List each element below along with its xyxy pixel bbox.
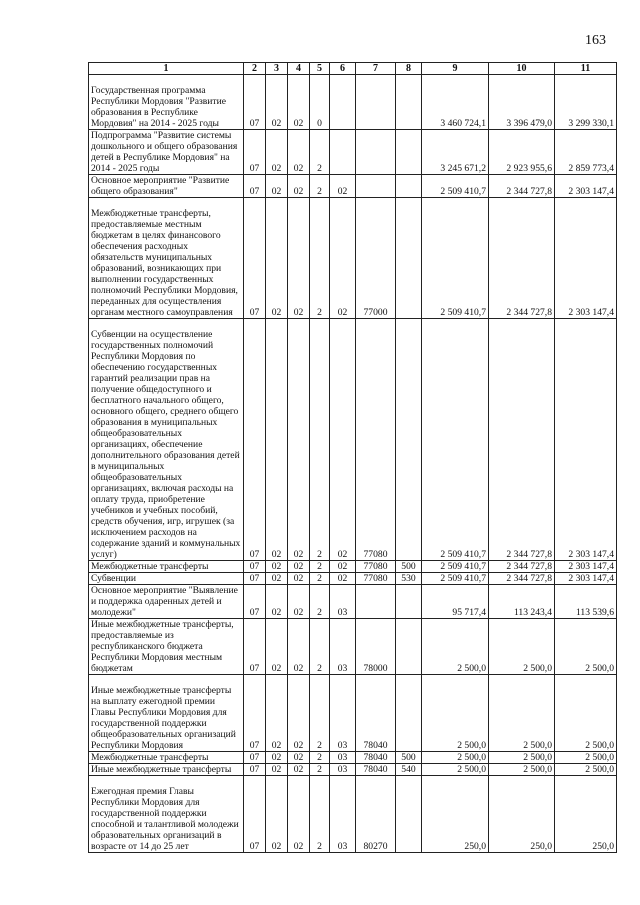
row-cell-col-2: 07 [244,175,266,198]
row-name: Государственная программа Республики Мордовия "Развитие образования в Республике Мордовия" на 2014 - 2025 годы [89,75,244,130]
row-cell-col-8: 530 [396,573,422,585]
row-cell-col-3: 02 [266,130,288,175]
row-cell-col-7: 78040 [356,752,396,764]
row-cell-col-10: 2 923 955,6 [489,130,555,175]
row-name: Иные межбюджетные трансферты [89,764,244,776]
row-cell-col-4: 02 [288,198,310,319]
row-cell-col-8 [396,675,422,752]
row-cell-col-5: 2 [310,175,330,198]
row-name: Межбюджетные трансферты [89,752,244,764]
row-cell-col-10: 2 500,0 [489,675,555,752]
row-cell-col-3: 02 [266,175,288,198]
row-cell-col-2: 07 [244,198,266,319]
row-cell-col-9: 2 500,0 [422,764,489,776]
row-cell-col-2: 07 [244,130,266,175]
row-cell-col-3: 02 [266,619,288,675]
row-cell-col-7 [356,585,396,619]
row-cell-col-3: 02 [266,776,288,853]
row-cell-col-2: 07 [244,75,266,130]
row-cell-col-11: 2 500,0 [555,675,617,752]
table-row [89,175,617,198]
row-cell-col-10: 113 243,4 [489,585,555,619]
row-cell-col-5: 2 [310,764,330,776]
table-row [89,198,617,319]
row-cell-col-2: 07 [244,675,266,752]
column-header-1: 1 [89,63,244,75]
row-cell-col-9: 2 509 410,7 [422,198,489,319]
row-name: Основное мероприятие "Выявление и поддержка одаренных детей и молодежи" [89,585,244,619]
row-cell-col-11: 3 299 330,1 [555,75,617,130]
row-cell-col-3: 02 [266,319,288,561]
row-name: Субвенции [89,573,244,585]
row-cell-col-4: 02 [288,752,310,764]
table-row [89,130,617,175]
row-cell-col-7: 77080 [356,573,396,585]
table-row [89,776,617,853]
row-cell-col-4: 02 [288,764,310,776]
row-cell-col-11: 250,0 [555,776,617,853]
row-cell-col-8: 500 [396,561,422,573]
column-header-7: 7 [356,63,396,75]
row-cell-col-2: 07 [244,319,266,561]
row-cell-col-8 [396,585,422,619]
row-cell-col-10: 2 344 727,8 [489,319,555,561]
row-cell-col-2: 07 [244,573,266,585]
budget-table [88,62,617,853]
row-cell-col-9: 2 509 410,7 [422,175,489,198]
row-cell-col-6: 03 [330,619,356,675]
table-row [89,764,617,776]
row-cell-col-11: 2 303 147,4 [555,573,617,585]
table-row [89,561,617,573]
row-cell-col-6: 02 [330,175,356,198]
row-cell-col-6 [330,75,356,130]
row-cell-col-11: 113 539,6 [555,585,617,619]
row-cell-col-6: 02 [330,573,356,585]
row-cell-col-7 [356,130,396,175]
table-row [89,619,617,675]
table-row [89,585,617,619]
row-cell-col-10: 2 344 727,8 [489,561,555,573]
row-cell-col-5: 2 [310,130,330,175]
row-cell-col-6: 03 [330,675,356,752]
row-name: Межбюджетные трансферты [89,561,244,573]
row-cell-col-4: 02 [288,175,310,198]
row-cell-col-11: 2 303 147,4 [555,319,617,561]
row-cell-col-6: 03 [330,764,356,776]
row-cell-col-3: 02 [266,675,288,752]
row-cell-col-7 [356,75,396,130]
row-cell-col-8 [396,175,422,198]
row-cell-col-6 [330,130,356,175]
row-cell-col-3: 02 [266,573,288,585]
row-cell-col-8 [396,619,422,675]
row-cell-col-6: 03 [330,752,356,764]
row-cell-col-4: 02 [288,561,310,573]
row-name: Межбюджетные трансферты, предоставляемые местным бюджетам в целях финансового обеспечения расходных обязательств муниципальных образований, возникающих при выполнении государственных полномочий Республики Мордовия, переданных для осуществления органам местного самоуправления [89,198,244,319]
row-cell-col-2: 07 [244,776,266,853]
column-header-11: 11 [555,63,617,75]
row-cell-col-9: 2 509 410,7 [422,561,489,573]
row-cell-col-10: 2 500,0 [489,764,555,776]
row-cell-col-7: 78040 [356,764,396,776]
header-row [89,63,617,75]
row-cell-col-4: 02 [288,585,310,619]
row-cell-col-11: 2 303 147,4 [555,175,617,198]
row-cell-col-9: 2 509 410,7 [422,573,489,585]
row-cell-col-5: 2 [310,573,330,585]
row-cell-col-3: 02 [266,75,288,130]
row-name: Основное мероприятие "Развитие общего образования" [89,175,244,198]
row-cell-col-8 [396,776,422,853]
column-header-4: 4 [288,63,310,75]
column-header-6: 6 [330,63,356,75]
row-cell-col-4: 02 [288,675,310,752]
row-cell-col-11: 2 859 773,4 [555,130,617,175]
column-header-8: 8 [396,63,422,75]
row-cell-col-9: 2 509 410,7 [422,319,489,561]
row-cell-col-9: 2 500,0 [422,752,489,764]
row-cell-col-3: 02 [266,585,288,619]
row-cell-col-10: 3 396 479,0 [489,75,555,130]
row-cell-col-11: 2 303 147,4 [555,561,617,573]
row-cell-col-5: 0 [310,75,330,130]
row-cell-col-3: 02 [266,752,288,764]
row-cell-col-7: 77080 [356,319,396,561]
row-name: Подпрограмма "Развитие системы дошкольного и общего образования детей в Республике Мордовия" на 2014 - 2025 годы [89,130,244,175]
row-cell-col-8 [396,130,422,175]
row-cell-col-5: 2 [310,561,330,573]
row-cell-col-4: 02 [288,130,310,175]
row-cell-col-10: 250,0 [489,776,555,853]
row-cell-col-3: 02 [266,198,288,319]
row-cell-col-8 [396,75,422,130]
column-header-2: 2 [244,63,266,75]
column-header-10: 10 [489,63,555,75]
table-row [89,319,617,561]
row-cell-col-8: 500 [396,752,422,764]
row-cell-col-7: 78040 [356,675,396,752]
row-cell-col-11: 2 500,0 [555,752,617,764]
row-cell-col-4: 02 [288,573,310,585]
column-header-5: 5 [310,63,330,75]
row-cell-col-7 [356,175,396,198]
row-cell-col-7: 77080 [356,561,396,573]
row-cell-col-5: 2 [310,776,330,853]
row-cell-col-4: 02 [288,75,310,130]
row-cell-col-6: 03 [330,585,356,619]
row-cell-col-9: 2 500,0 [422,675,489,752]
row-cell-col-8 [396,198,422,319]
row-cell-col-5: 2 [310,319,330,561]
row-cell-col-9: 3 460 724,1 [422,75,489,130]
row-cell-col-5: 2 [310,619,330,675]
row-cell-col-11: 2 500,0 [555,619,617,675]
row-cell-col-7: 78000 [356,619,396,675]
row-cell-col-8 [396,319,422,561]
row-cell-col-3: 02 [266,561,288,573]
row-cell-col-11: 2 303 147,4 [555,198,617,319]
row-cell-col-6: 02 [330,561,356,573]
row-cell-col-5: 2 [310,198,330,319]
table-row [89,675,617,752]
column-header-9: 9 [422,63,489,75]
row-cell-col-7: 77000 [356,198,396,319]
row-name: Ежегодная премия Главы Республики Мордовия для государственной поддержки способной и талантливой молодежи образовательных организаций в возрасте от 14 до 25 лет [89,776,244,853]
row-cell-col-6: 02 [330,319,356,561]
table-row [89,573,617,585]
row-cell-col-4: 02 [288,319,310,561]
row-cell-col-2: 07 [244,752,266,764]
row-cell-col-2: 07 [244,619,266,675]
row-cell-col-5: 2 [310,585,330,619]
row-cell-col-10: 2 500,0 [489,619,555,675]
row-cell-col-3: 02 [266,764,288,776]
row-cell-col-9: 250,0 [422,776,489,853]
page-number: 163 [585,33,606,48]
row-cell-col-4: 02 [288,619,310,675]
row-name: Иные межбюджетные трансферты на выплату ежегодной премии Главы Республики Мордовия для государственной поддержки общеобразовательных организаций Республики Мордовия [89,675,244,752]
row-cell-col-11: 2 500,0 [555,764,617,776]
row-cell-col-9: 2 500,0 [422,619,489,675]
row-cell-col-10: 2 500,0 [489,752,555,764]
row-cell-col-7: 80270 [356,776,396,853]
column-header-3: 3 [266,63,288,75]
table-row [89,752,617,764]
row-cell-col-5: 2 [310,675,330,752]
row-name: Иные межбюджетные трансферты, предоставляемые из республиканского бюджета Республики Мордовия местным бюджетам [89,619,244,675]
row-cell-col-5: 2 [310,752,330,764]
row-cell-col-9: 95 717,4 [422,585,489,619]
row-cell-col-10: 2 344 727,8 [489,175,555,198]
row-cell-col-4: 02 [288,776,310,853]
row-cell-col-10: 2 344 727,8 [489,198,555,319]
row-cell-col-2: 07 [244,764,266,776]
row-cell-col-10: 2 344 727,8 [489,573,555,585]
table-row [89,75,617,130]
row-cell-col-8: 540 [396,764,422,776]
row-cell-col-6: 02 [330,198,356,319]
row-cell-col-6: 03 [330,776,356,853]
row-name: Субвенции на осуществление государственных полномочий Республики Мордовия по обеспечению государственных гарантий реализации прав на получение общедоступного и бесплатного начального общего, основного общего, среднего общего образования в муниципальных общеобразовательных организациях, обеспечение дополнительного образования детей в муниципальных общеобразовательных организациях, включая расходы на оплату труда, приобретение учебников и учебных пособий, средств обучения, игр, игрушек (за исключением расходов на содержание зданий и коммунальных услуг) [89,319,244,561]
row-cell-col-2: 07 [244,561,266,573]
row-cell-col-9: 3 245 671,2 [422,130,489,175]
row-cell-col-2: 07 [244,585,266,619]
